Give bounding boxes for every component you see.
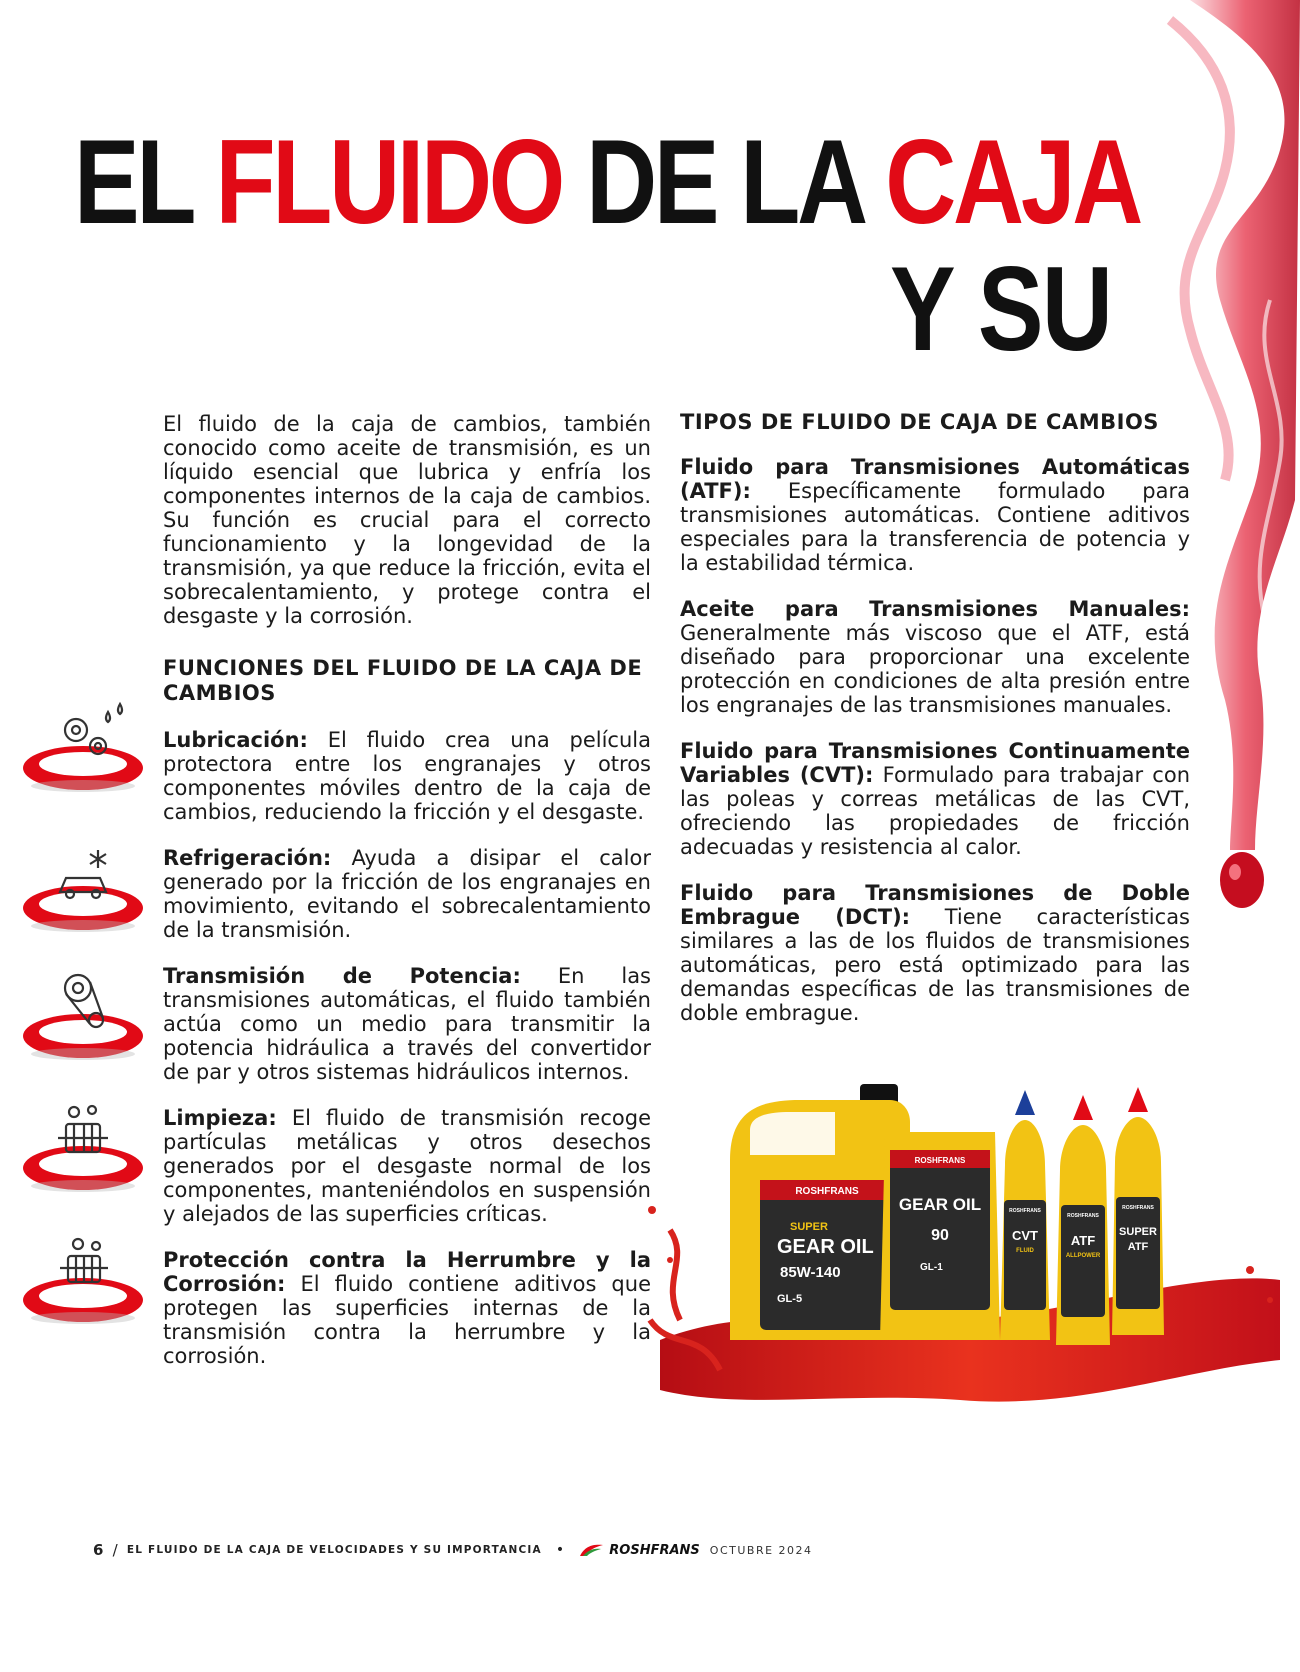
gearbox-cleaning-icon bbox=[18, 1090, 148, 1200]
atf-allpower-bottle bbox=[1056, 1095, 1110, 1345]
page-title-line2: Y SU bbox=[890, 242, 1112, 376]
pouch-brand: ROSHFRANS bbox=[914, 1156, 966, 1165]
gears-drops-icon bbox=[18, 690, 148, 800]
page-footer bbox=[93, 1538, 813, 1562]
gear-oil-pouch bbox=[880, 1132, 1000, 1340]
types-heading: TIPOS DE FLUIDO DE CAJA DE CAMBIOS bbox=[680, 410, 1159, 434]
cvt-fluid-bottle bbox=[1000, 1090, 1050, 1340]
bottle2-line2: ALLPOWER bbox=[1065, 1253, 1101, 1259]
super-atf-bottle bbox=[1112, 1087, 1164, 1335]
footer-slash: / bbox=[112, 1541, 119, 1559]
gearbox-protection-icon bbox=[18, 1222, 148, 1332]
jug-grade: 85W-140 bbox=[780, 1264, 841, 1281]
footer-date: OCTUBRE 2024 bbox=[709, 1543, 813, 1557]
type-item-manual: Aceite para Transmisiones Manuales: Generalmente más viscoso que el ATF, está diseñado para proporcionar una excelente protección en condiciones de alta presión entre los engranajes de las transmisiones manuales. bbox=[680, 597, 1190, 717]
bottle2-brand: ROSHFRANS bbox=[1067, 1213, 1099, 1219]
page-title bbox=[74, 115, 1141, 249]
intro-paragraph: El fluido de la caja de cambios, también conocido como aceite de transmisión, es un líquido esencial que lubrica y enfría los componentes internos de la caja de cambios. Su función es crucial para el correcto funcionamiento y la longevidad de la transmisión, ya que reduce la fricción, evita el sobrecalentamiento, y protege contra el desgaste y la corrosión. bbox=[163, 412, 651, 628]
roshfrans-products-image bbox=[640, 1070, 1280, 1450]
function-item-limpieza: Limpieza: El fluido de transmisión recoge partículas metálicas y otros desechos generados por el desgaste normal de los componentes, manteniéndolos en suspensión y alejados de las superficies críticas. bbox=[163, 1106, 651, 1226]
bottle1-line2: FLUID bbox=[1016, 1248, 1034, 1254]
type-item-cvt: Fluido para Transmisiones Continuamente Variables (CVT): Formulado para trabajar con las poleas y correas metálicas de las CVT, ofreciendo las propiedades de fricción adecuadas y resistencia al calor. bbox=[680, 739, 1190, 859]
bottle3-line1: SUPER bbox=[1119, 1226, 1157, 1238]
type-item-dct: Fluido para Transmisiones de Doble Embrague (DCT): Tiene características similares a las de los fluidos de transmisiones automáticas, pero está optimizado para las demandas específicas de las transmisiones de doble embrague. bbox=[680, 881, 1191, 1025]
belt-pulley-icon bbox=[18, 958, 148, 1068]
function-item-lubricacion: Lubricación: El fluido crea una película protectora entre los engranajes y otros componentes móviles dentro de la caja de cambios, reduciendo la fricción y el desgaste. bbox=[163, 728, 651, 824]
pouch-spec: GL-1 bbox=[920, 1262, 943, 1273]
function-item-refrigeracion: Refrigeración: Ayuda a disipar el calor generado por la fricción de los engranajes en movimiento, evitando el sobrecalentamiento de la transmisión. bbox=[163, 846, 651, 942]
jug-brand: ROSHFRANS bbox=[795, 1186, 859, 1197]
pouch-grade: 90 bbox=[931, 1227, 949, 1244]
roshfrans-logo-icon bbox=[579, 1542, 605, 1558]
bottle1-brand: ROSHFRANS bbox=[1009, 1208, 1041, 1214]
footer-separator: • bbox=[555, 1542, 566, 1558]
footer-section-title: EL FLUIDO DE LA CAJA DE VELOCIDADES Y SU IMPORTANCIA bbox=[126, 1544, 542, 1556]
function-item-transmision-potencia: Transmisión de Potencia: En las transmisiones automáticas, el fluido también actúa como un medio para transmitir la potencia hidráulica a través del convertidor de par y otros sistemas hidráulicos internos. bbox=[163, 964, 652, 1084]
pouch-line1: GEAR OIL bbox=[898, 1195, 982, 1214]
functions-heading: FUNCIONES DEL FLUIDO DE LA CAJA DE CAMBIOS bbox=[163, 656, 643, 705]
jug-line1: SUPER bbox=[790, 1221, 828, 1233]
bottle3-brand: ROSHFRANS bbox=[1122, 1205, 1154, 1211]
jug-spec: GL-5 bbox=[777, 1293, 803, 1305]
jug-line2: GEAR OIL bbox=[777, 1236, 874, 1258]
bottle2-line1: ATF bbox=[1070, 1233, 1096, 1248]
title-word-fluido: FLUIDO bbox=[215, 115, 563, 249]
page-number: 6 bbox=[93, 1541, 105, 1559]
footer-brand: ROSHFRANS bbox=[609, 1542, 700, 1558]
title-word-de-la: DE LA bbox=[586, 115, 862, 249]
left-column bbox=[163, 412, 651, 1368]
title-word-el: EL bbox=[74, 115, 192, 249]
bottle1-line1: CVT bbox=[1012, 1228, 1038, 1243]
right-column bbox=[680, 410, 1190, 1025]
title-word-caja: CAJA bbox=[885, 115, 1141, 249]
function-item-proteccion: Protección contra la Herrumbre y la Corrosión: El fluido contiene aditivos que protegen las superficies internas de la transmisión contra la herrumbre y la corrosión. bbox=[163, 1248, 651, 1368]
bottle3-line2: ATF bbox=[1127, 1241, 1149, 1253]
type-item-atf: Fluido para Transmisiones Automáticas (ATF): Específicamente formulado para transmisiones automáticas. Contiene aditivos especiales para la transferencia de potencia y la estabilidad térmica. bbox=[680, 455, 1190, 575]
car-cooling-icon bbox=[18, 830, 148, 940]
